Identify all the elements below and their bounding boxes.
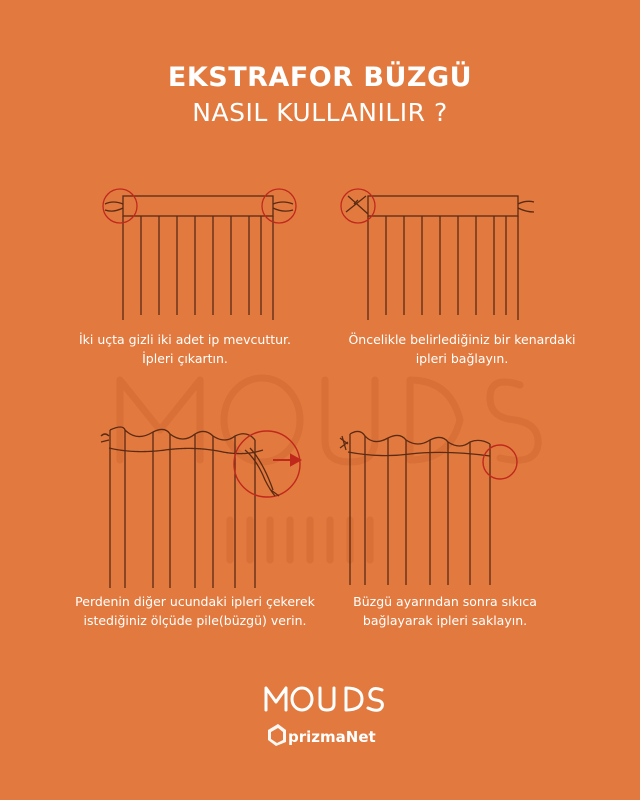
step-1-caption [35,330,335,368]
step-4-caption-line-2: bağlayarak ipleri saklayın. [362,613,528,628]
step-4-caption [295,592,595,630]
prizmanet-badge-icon [268,724,286,746]
step-3-caption-line-1: Perdenin diğer ucundaki ipleri çekerek [75,594,315,609]
step-4-illustration [330,420,545,595]
page-title: EKSTRAFOR BÜZGÜ [167,62,473,93]
step-2-caption-line-1: Öncelikle belirlediğiniz bir kenardaki [348,332,576,347]
step-1-caption-line-2: İpleri çıkartın. [142,351,228,366]
step-1-caption-line-1: İki uçta gizli iki adet ip mevcuttur. [78,332,292,347]
step-3-caption-line-2: istediğiniz ölçüde pile(büzgü) verin. [83,613,307,628]
step-2-caption-line-2: ipleri bağlayın. [415,351,509,366]
step-3-illustration [95,420,310,595]
svg-text:prizmaNet: prizmaNet [288,728,376,746]
step-1-illustration [95,180,310,320]
step-2-caption [312,330,612,368]
page-subtitle: NASIL KULLANILIR ? [192,98,448,127]
step-2-illustration [330,180,545,320]
brand-logo [0,680,640,760]
step-4-caption-line-1: Büzgü ayarından sonra sıkıca [353,594,537,609]
